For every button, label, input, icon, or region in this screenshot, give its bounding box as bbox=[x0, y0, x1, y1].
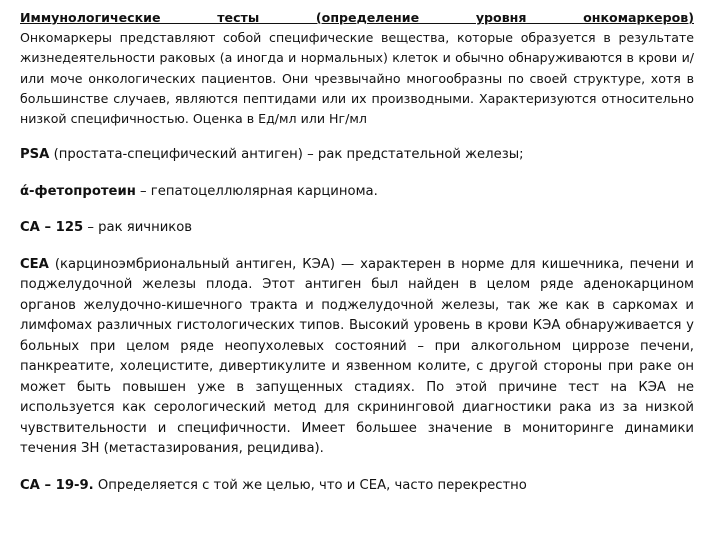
intro-text: Онкомаркеры представляют собой специфические вещества, которые образуется в результате жизнедеятельности раковых (а иногда и нормальных) клеток и обычно обнаруживаются в крови и/или моче онкологических пациентов. Они чрезвычайно многообразны по своей структуре, хотя в большинстве случаев, являются пептидами или их производными. Характеризуются относительно низкой специфичностью. Оценка в Ед/мл или Нг/мл bbox=[20, 30, 694, 127]
marker-afp bbox=[20, 182, 694, 203]
marker-description: (простата-специфический антиген) – рак предстательной железы; bbox=[49, 147, 524, 163]
marker-description: Определяется с той же целью, что и СЕА, часто перекрестно bbox=[93, 477, 527, 493]
marker-term: PSA bbox=[20, 147, 50, 163]
marker-psa bbox=[20, 145, 694, 166]
marker-ca19-9 bbox=[20, 476, 694, 497]
marker-description: – гепатоцеллюлярная карцинома. bbox=[135, 183, 378, 199]
intro-paragraph bbox=[20, 8, 694, 129]
marker-term: CA – 125 bbox=[20, 220, 84, 236]
marker-term: CA – 19-9. bbox=[20, 477, 94, 493]
document-page bbox=[20, 8, 694, 512]
marker-description: – рак яичников bbox=[83, 220, 193, 236]
marker-ca125 bbox=[20, 218, 694, 239]
section-heading: Иммунологические тесты (определение уровня онкомаркеров) bbox=[20, 10, 694, 25]
marker-description: (карциноэмбриональный антиген, КЭА) — характерен в норме для кишечника, печени и поджелудочной железы плода. Этот антиген был найден в целом ряде аденокарцином органов желудочно-кишечного тракта и поджелудочной железы, так же как в саркомах и лимфомах различных гистологических типов. Высокий уровень в крови КЭА обнаруживается у больных при целом ряде неопухолевых состояний – при алкогольном циррозе печени, панкреатите, холецистите, дивертикулите и язвенном колите, с другой стороны при раке он может быть повышен уже в запущенных стадиях. По этой причине тест на КЭА не используется как серологический метод для скрининговой диагностики рака из за низкой чувствительности и специфичности. Имеет большее значение в мониторинге динамики течения ЗН (метастазирования, рецидива). bbox=[20, 256, 694, 457]
marker-cea bbox=[20, 255, 694, 460]
marker-term: ά-фетопротеин bbox=[20, 183, 136, 199]
marker-term: CEA bbox=[20, 256, 49, 272]
